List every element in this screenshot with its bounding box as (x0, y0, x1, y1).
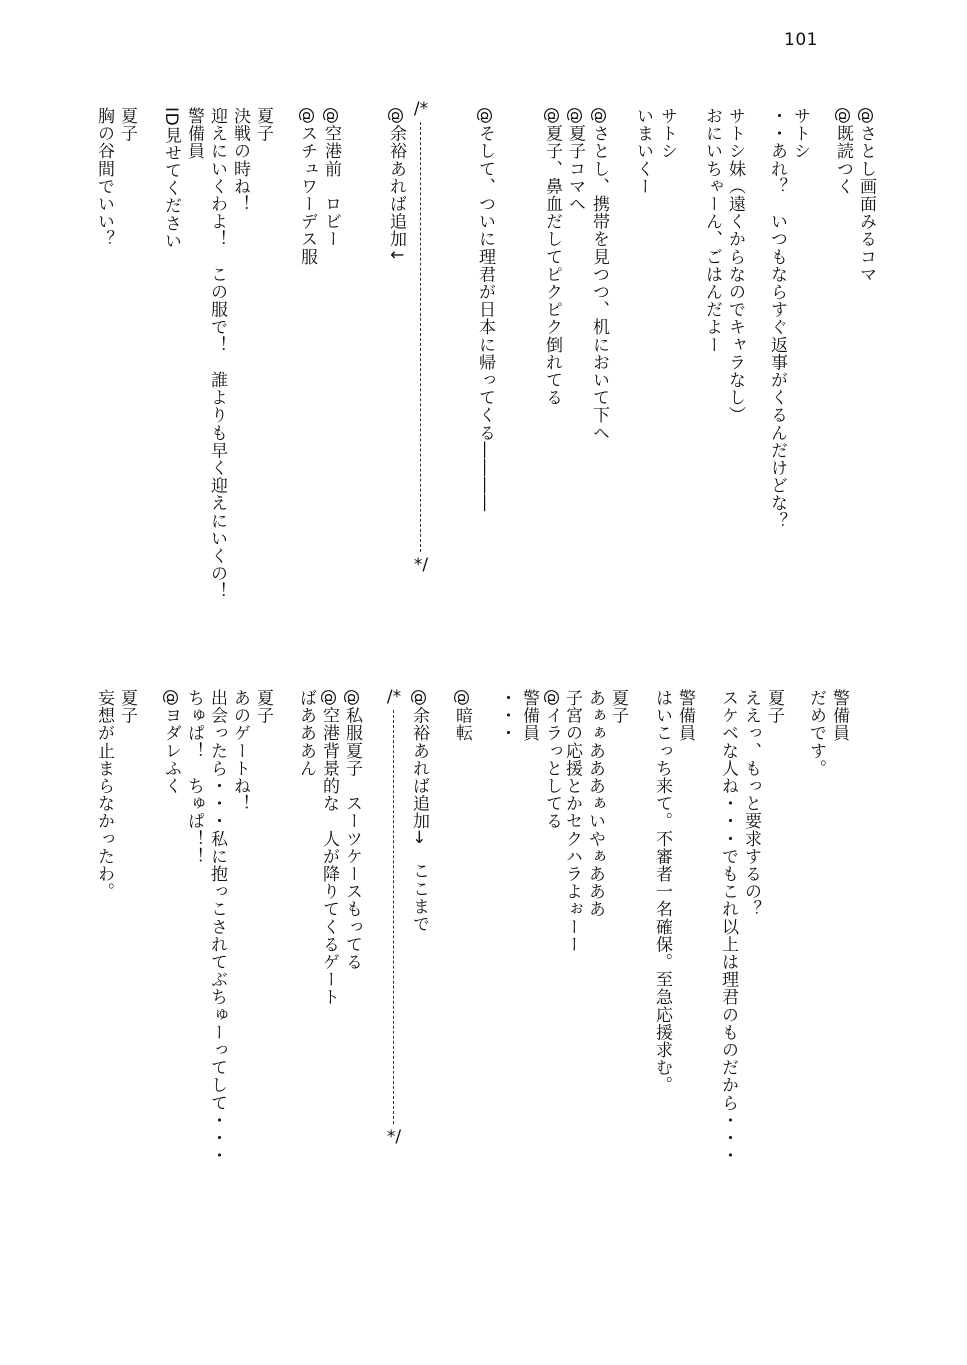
dialogue-line: 出会ったら・・・私に抱っこされてぶちゅーってして・・・ (207, 689, 227, 1165)
speaker-name: 警備員 (519, 689, 539, 742)
speaker-name: 警備員 (829, 689, 849, 742)
script-line: @ヨダレふく (161, 689, 181, 795)
divider-end-mark: */ (413, 555, 429, 575)
divider-dashed-line (393, 710, 394, 1124)
section-divider (412, 100, 430, 578)
script-line: @空港背景的な 人が降りてくるゲート (319, 689, 339, 1006)
script-line: @さとし画面みるコマ (856, 107, 876, 283)
divider-dashed-line (420, 122, 421, 552)
speaker-name: サトシ妹（遠くからなのでキャラなし） (725, 107, 745, 424)
speaker-name: 夏子 (253, 689, 273, 725)
dialogue-line: 決戦の時ね！ (230, 107, 250, 213)
speaker-name: 夏子 (764, 689, 784, 725)
dialogue-line: だめです。 (806, 689, 826, 777)
dialogue-line: いまいくー (633, 107, 653, 195)
dialogue-line: ・・・ (496, 689, 516, 742)
script-line: @イラっとしてる (542, 689, 562, 830)
dialogue-line: ・・あれ？ いつもならすぐ返事がくるんだけどな？ (767, 107, 787, 530)
script-line: @夏子コマへ (565, 107, 585, 213)
script-line: @既読つく (833, 107, 853, 195)
script-line: @余裕あれば追加↓ (386, 107, 406, 263)
section-divider (385, 688, 403, 1150)
dialogue-line: あのゲートね！ (230, 689, 250, 813)
dialogue-line: はいこっち来て。不審者一名確保。至急応援求む。 (652, 689, 672, 1094)
dialogue-line: ばあああん (296, 689, 316, 777)
divider-start-mark: /* (386, 687, 402, 707)
script-line: @そして、ついに理君が日本に帰ってくる―――― (475, 107, 495, 512)
script-line: @夏子、鼻血だしてピクピク倒れてる (542, 107, 562, 407)
dialogue-line: ID見せてください (161, 107, 181, 250)
dialogue-line: あぁぁあああぁいやぁあああ (585, 689, 605, 918)
speaker-name: 警備員 (184, 107, 204, 160)
script-line: @余裕あれば追加→ ここまで (409, 689, 429, 933)
dialogue-line: おにいちゃーん、ごはんだよー (702, 107, 722, 354)
dialogue-line: ええっ、もっと要求するの？ (741, 689, 761, 918)
speaker-name: 警備員 (675, 689, 695, 742)
speaker-name: 夏子 (608, 689, 628, 725)
speaker-name: 夏子 (117, 107, 137, 143)
script-line: @空港前 ロビー (321, 107, 341, 248)
dialogue-line: 子宮の応援とかセクハラよぉーー (562, 689, 582, 953)
dialogue-line: 妄想が止まらなかったわ。 (94, 689, 114, 901)
dialogue-line: ちゅぱ！ ちゅぱ！！ (184, 689, 204, 865)
divider-end-mark: */ (386, 1127, 402, 1147)
page-number: 101 (784, 30, 818, 50)
speaker-name: サトシ (657, 107, 677, 160)
script-line: @私服夏子 スーツケースもってる (342, 689, 362, 971)
speaker-name: サトシ (790, 107, 810, 160)
dialogue-line: 迎えにいくわよ！ この服で！ 誰よりも早く迎えにいくの！ (207, 107, 227, 600)
dialogue-line: スケベな人ね・・・でもこれ以上は理君のものだから・・・ (718, 689, 738, 1165)
script-line: @暗転 (452, 689, 472, 742)
speaker-name: 夏子 (253, 107, 273, 143)
script-line: @さとし、携帯を見つつ、机において下へ (589, 107, 609, 442)
speaker-name: 夏子 (117, 689, 137, 725)
divider-start-mark: /* (413, 99, 429, 119)
script-line: @スチュワーデス服 (297, 107, 317, 266)
dialogue-line: 胸の谷間でいい？ (94, 107, 114, 248)
